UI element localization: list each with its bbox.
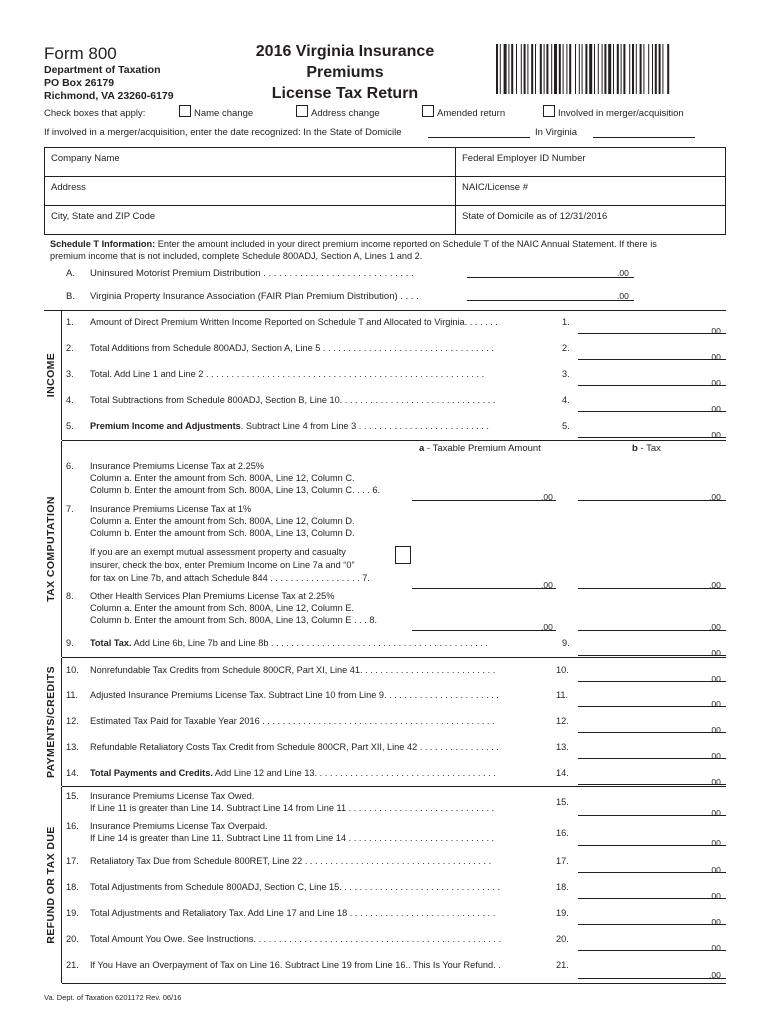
line-5-number: 5. <box>66 421 74 431</box>
company-name-field[interactable] <box>44 147 456 177</box>
line-16-text-2: If Line 14 is greater than Line 11. Subtract Line 11 from Line 14 . . . . . . . . . . . . . . . . . . . . . . . . . . . . . <box>90 833 495 843</box>
line-21-cents: .00 <box>709 970 721 980</box>
schedule-t-b-letter: B. <box>66 291 75 302</box>
line-19-number: 19. <box>66 908 79 918</box>
column-b-text: - Tax <box>637 443 661 454</box>
line-14-ref: 14. <box>556 768 569 778</box>
line-3-text: Total. Add Line 1 and Line 2 . . . . . . . . . . . . . . . . . . . . . . . . . . . . . . . . . . . . . . . . . . . . . . . . . . . . . . . <box>90 369 485 379</box>
address-change-checkbox[interactable] <box>296 105 308 117</box>
line-8a-amount-field[interactable] <box>412 630 556 631</box>
dept-line-2: PO Box 26179 <box>44 77 115 89</box>
line-3-number: 3. <box>66 369 74 379</box>
line-20-text: Total Amount You Owe. See Instructions. . . . . . . . . . . . . . . . . . . . . . . . . . . . . . . . . . . . . . . . . . . . . . . . . <box>90 934 502 944</box>
line-4-cents: .00 <box>709 404 721 414</box>
line-3-amount-field[interactable] <box>578 385 726 386</box>
line-7-text-3: Column b. Enter the amount from Sch. 800A, Line 13, Column D. <box>90 528 355 538</box>
line-6-text-2: Column a. Enter the amount from Sch. 800A, Line 12, Column C. <box>90 473 355 483</box>
line-14-cents: .00 <box>709 777 721 787</box>
line-3-ref: 3. <box>562 369 570 379</box>
line-15-number: 15. <box>66 791 79 801</box>
line-19-ref: 19. <box>556 908 569 918</box>
line-10-amount-field[interactable] <box>578 681 726 682</box>
schedule-t-b-amount-field[interactable] <box>467 300 634 301</box>
line-2-amount-field[interactable] <box>578 359 726 360</box>
line-4-ref: 4. <box>562 395 570 405</box>
line-20-number: 20. <box>66 934 79 944</box>
schedule-t-b-cents: .00 <box>617 291 629 301</box>
merger-label: Involved in merger/acquisition <box>558 108 684 119</box>
line-6a-amount-field[interactable] <box>412 500 556 501</box>
line-8-text-1: Other Health Services Plan Premiums License Tax at 2.25% <box>90 591 335 601</box>
line-12-amount-field[interactable] <box>578 732 726 733</box>
line-9-amount-field[interactable] <box>578 655 726 656</box>
schedule-t-text-1 <box>50 239 657 249</box>
domicile-label: State of Domicile as of 12/31/2016 <box>462 211 608 222</box>
line-9-bold: Total Tax. <box>90 638 132 648</box>
line-15-ref: 15. <box>556 797 569 807</box>
domicile-field[interactable] <box>455 205 726 235</box>
line-19-text: Total Adjustments and Retaliatory Tax. Add Line 17 and Line 18 . . . . . . . . . . . . . . . . . . . . . . . . . . . . . <box>90 908 496 918</box>
line-14-number: 14. <box>66 768 79 778</box>
line-7-text-4: If you are an exempt mutual assessment property and casualty <box>90 547 346 557</box>
income-section-label: INCOME <box>45 352 57 398</box>
line-15-cents: .00 <box>709 808 721 818</box>
line-6-text-3: Column b. Enter the amount from Sch. 800A, Line 13, Column C. . . . 6. <box>90 485 381 495</box>
line-11-cents: .00 <box>709 699 721 709</box>
line-10-cents: .00 <box>709 674 721 684</box>
column-a-letter: a <box>419 443 425 454</box>
payments-credits-section <box>40 658 62 786</box>
line-7b-amount-field[interactable] <box>578 588 726 589</box>
form-title-line-2: Premiums <box>306 64 384 81</box>
tax-computation-section-label: TAX COMPUTATION <box>45 496 57 602</box>
schedule-t-a-letter: A. <box>66 268 75 279</box>
schedule-t-text-2: premium income that is not included, complete Schedule 800ADJ, Section A, Lines 1 and 2. <box>50 251 423 261</box>
line-6b-cents: .00 <box>709 492 721 502</box>
line-7-text-2: Column a. Enter the amount from Sch. 800A, Line 12, Column D. <box>90 516 355 526</box>
form-title-line-3: License Tax Return <box>271 85 419 102</box>
city-state-zip-field[interactable] <box>44 205 456 235</box>
line-17-text: Retaliatory Tax Due from Schedule 800RET, Line 22 . . . . . . . . . . . . . . . . . . . . . . . . . . . . . . . . . . . . . <box>90 856 492 866</box>
fein-label: Federal Employer ID Number <box>462 153 586 164</box>
line-9-number: 9. <box>66 638 74 648</box>
exempt-mutual-checkbox[interactable] <box>395 546 411 564</box>
line-7b-cents: .00 <box>709 580 721 590</box>
line-14-bold: Total Payments and Credits. <box>90 768 213 778</box>
naic-label: NAIC/License # <box>462 182 529 193</box>
line-10-number: 10. <box>66 665 79 675</box>
line-16-cents: .00 <box>709 838 721 848</box>
column-a-text: - Taxable Premium Amount <box>424 443 541 454</box>
line-15-text-2: If Line 11 is greater than Line 14. Subtract Line 14 from Line 11 . . . . . . . . . . . . . . . . . . . . . . . . . . . . . <box>90 803 495 813</box>
schedule-t-a-text: Uninsured Motorist Premium Distribution . . . . . . . . . . . . . . . . . . . . . . . . . . . . . <box>90 268 414 279</box>
column-a-header <box>419 443 541 454</box>
line-4-amount-field[interactable] <box>578 411 726 412</box>
line-1-amount-field[interactable] <box>578 333 726 334</box>
line-16-ref: 16. <box>556 828 569 838</box>
line-7-text-6: for tax on Line 7b, and attach Schedule 844 . . . . . . . . . . . . . . . . . . 7. <box>90 573 370 583</box>
barcode-image <box>496 44 726 94</box>
line-12-text: Estimated Tax Paid for Taxable Year 2016 . . . . . . . . . . . . . . . . . . . . . . . . . . . . . . . . . . . . . . . . . . . . . . <box>90 716 495 726</box>
line-2-cents: .00 <box>709 352 721 362</box>
refund-tax-due-section-label: REFUND OR TAX DUE <box>45 826 57 944</box>
line-6-text-1: Insurance Premiums License Tax at 2.25% <box>90 461 264 471</box>
line-4-text: Total Subtractions from Schedule 800ADJ, Section B, Line 10. . . . . . . . . . . . . . . . . . . . . . . . . . . . . . . <box>90 395 496 405</box>
line-20-ref: 20. <box>556 934 569 944</box>
line-4-number: 4. <box>66 395 74 405</box>
line-17-ref: 17. <box>556 856 569 866</box>
fein-field[interactable] <box>455 147 726 177</box>
line-21-amount-field[interactable] <box>578 978 726 979</box>
line-2-number: 2. <box>66 343 74 353</box>
line-21-number: 21. <box>66 960 79 970</box>
line-9-rest: Add Line 6b, Line 7b and Line 8b . . . . . . . . . . . . . . . . . . . . . . . . . . . . . . . . . . . . . . . . . . . <box>131 638 488 648</box>
form-number: Form 800 <box>44 44 117 63</box>
check-boxes-label: Check boxes that apply: <box>44 108 146 119</box>
dept-line-3: Richmond, VA 23260-6179 <box>44 90 174 102</box>
schedule-t-a-cents: .00 <box>617 268 629 278</box>
line-10-text: Nonrefundable Tax Credits from Schedule 800CR, Part XI, Line 41. . . . . . . . . . . . . . . . . . . . . . . . . . . <box>90 665 496 675</box>
schedule-t-heading: Schedule T Information: <box>50 239 156 249</box>
line-18-cents: .00 <box>709 891 721 901</box>
merger-checkbox[interactable] <box>543 105 555 117</box>
line-5-amount-field[interactable] <box>578 437 726 438</box>
amended-return-checkbox[interactable] <box>422 105 434 117</box>
line-12-number: 12. <box>66 716 79 726</box>
footer-text: Va. Dept. of Taxation 6201172 Rev. 06/16 <box>44 993 182 1002</box>
name-change-checkbox[interactable] <box>179 105 191 117</box>
line-5-ref: 5. <box>562 421 570 431</box>
line-11-number: 11. <box>66 690 79 700</box>
line-6-number: 6. <box>66 461 74 471</box>
line-2-ref: 2. <box>562 343 570 353</box>
form-title-line-1: 2016 Virginia Insurance <box>255 43 435 60</box>
section-divider <box>62 786 726 787</box>
line-1-number: 1. <box>66 317 74 327</box>
dept-line-1: Department of Taxation <box>44 64 161 76</box>
line-2-text: Total Additions from Schedule 800ADJ, Section A, Line 5 . . . . . . . . . . . . . . . . . . . . . . . . . . . . . . . . . . <box>90 343 494 353</box>
line-12-ref: 12. <box>556 716 569 726</box>
line-13-cents: .00 <box>709 751 721 761</box>
line-1-ref: 1. <box>562 317 570 327</box>
line-8-number: 8. <box>66 591 74 601</box>
line-16-text-1: Insurance Premiums License Tax Overpaid. <box>90 821 268 831</box>
line-8-text-3: Column b. Enter the amount from Sch. 800A, Line 13, Column E . . . 8. <box>90 615 378 625</box>
section-divider <box>44 310 726 311</box>
domicile-merger-date-field[interactable] <box>428 137 530 138</box>
city-state-zip-label: City, State and ZIP Code <box>51 211 156 222</box>
column-b-header <box>632 443 661 454</box>
line-14-rest: Add Line 12 and Line 13. . . . . . . . . . . . . . . . . . . . . . . . . . . . . . . . . . . . <box>212 768 496 778</box>
line-8b-amount-field[interactable] <box>578 630 726 631</box>
refund-tax-due-section <box>40 787 62 983</box>
line-5-bold: Premium Income and Adjustments <box>90 421 241 431</box>
address-field[interactable] <box>44 176 456 206</box>
line-18-amount-field[interactable] <box>578 898 726 899</box>
line-6b-amount-field[interactable] <box>578 500 726 501</box>
line-21-text: If You Have an Overpayment of Tax on Line 16. Subtract Line 19 from Line 16.. This Is Your Refund. . <box>90 960 501 970</box>
line-11-text: Adjusted Insurance Premiums License Tax. Subtract Line 10 from Line 9. . . . . . . . . . . . . . . . . . . . . . . <box>90 690 499 700</box>
line-18-text: Total Adjustments from Schedule 800ADJ, Section C, Line 15. . . . . . . . . . . . . . . . . . . . . . . . . . . . . . . . <box>90 882 501 892</box>
line-13-ref: 13. <box>556 742 569 752</box>
line-7-text-1: Insurance Premiums License Tax at 1% <box>90 504 252 514</box>
line-10-ref: 10. <box>556 665 569 675</box>
merger-date-label: If involved in a merger/acquisition, enter the date recognized: In the State of Domicile <box>44 127 402 138</box>
section-divider <box>62 657 726 658</box>
address-label: Address <box>51 182 86 193</box>
line-19-amount-field[interactable] <box>578 924 726 925</box>
section-divider <box>62 983 726 984</box>
schedule-t-b-text: Virginia Property Insurance Association (FAIR Plan Premium Distribution) . . . . <box>90 291 419 302</box>
line-7a-cents: .00 <box>541 580 553 590</box>
line-3-cents: .00 <box>709 378 721 388</box>
line-5-rest: . Subtract Line 4 from Line 3 . . . . . . . . . . . . . . . . . . . . . . . . . . <box>240 421 489 431</box>
amended-return-label: Amended return <box>437 108 506 119</box>
line-14-amount-field[interactable] <box>578 784 726 785</box>
line-17-amount-field[interactable] <box>578 872 726 873</box>
line-18-ref: 18. <box>556 882 569 892</box>
line-13-number: 13. <box>66 742 79 752</box>
line-21-ref: 21. <box>556 960 569 970</box>
line-16-number: 16. <box>66 821 79 831</box>
line-7-text-5: insurer, check the box, enter Premium Income on Line 7a and “0” <box>90 560 355 570</box>
in-virginia-label: In Virginia <box>535 127 578 138</box>
schedule-t-intro: Enter the amount included in your direct premium income reported on Schedule T of the NAIC Annual Statement. If there is <box>157 239 657 249</box>
schedule-t-a-amount-field[interactable] <box>467 277 634 278</box>
line-16-amount-field[interactable] <box>578 845 726 846</box>
line-20-amount-field[interactable] <box>578 950 726 951</box>
line-8b-cents: .00 <box>709 622 721 632</box>
line-8a-cents: .00 <box>541 622 553 632</box>
naic-field[interactable] <box>455 176 726 206</box>
line-9-ref: 9. <box>562 638 570 648</box>
line-5-text <box>90 421 489 433</box>
line-5-cents: .00 <box>709 430 721 440</box>
line-20-cents: .00 <box>709 943 721 953</box>
line-13-amount-field[interactable] <box>578 758 726 759</box>
line-8-text-2: Column a. Enter the amount from Sch. 800A, Line 12, Column E. <box>90 603 355 613</box>
line-1-cents: .00 <box>709 326 721 336</box>
line-9-cents: .00 <box>709 648 721 658</box>
line-9-text <box>90 638 488 650</box>
line-7a-amount-field[interactable] <box>412 588 556 589</box>
line-11-ref: 11. <box>556 690 569 700</box>
company-name-label: Company Name <box>51 153 120 164</box>
line-12-cents: .00 <box>709 725 721 735</box>
address-change-label: Address change <box>311 108 380 119</box>
line-1-text: Amount of Direct Premium Written Income Reported on Schedule T and Allocated to Virginia. . . . . . . <box>90 317 498 327</box>
line-19-cents: .00 <box>709 917 721 927</box>
section-divider <box>62 440 726 441</box>
line-17-cents: .00 <box>709 865 721 875</box>
line-11-amount-field[interactable] <box>578 706 726 707</box>
line-7-number: 7. <box>66 504 74 514</box>
line-13-text: Refundable Retaliatory Costs Tax Credit from Schedule 800CR, Part XII, Line 42 . . . . . . . . . . . . . . . . <box>90 742 499 752</box>
tax-computation-section <box>40 441 62 657</box>
income-section <box>40 310 62 440</box>
line-14-text <box>90 768 496 780</box>
name-change-label: Name change <box>194 108 254 119</box>
virginia-merger-date-field[interactable] <box>593 137 695 138</box>
column-b-letter: b <box>632 443 638 454</box>
line-15-text-1: Insurance Premiums License Tax Owed. <box>90 791 255 801</box>
line-18-number: 18. <box>66 882 79 892</box>
payments-credits-section-label: PAYMENTS/CREDITS <box>45 666 57 778</box>
line-17-number: 17. <box>66 856 79 866</box>
line-6a-cents: .00 <box>541 492 553 502</box>
line-15-amount-field[interactable] <box>578 815 726 816</box>
